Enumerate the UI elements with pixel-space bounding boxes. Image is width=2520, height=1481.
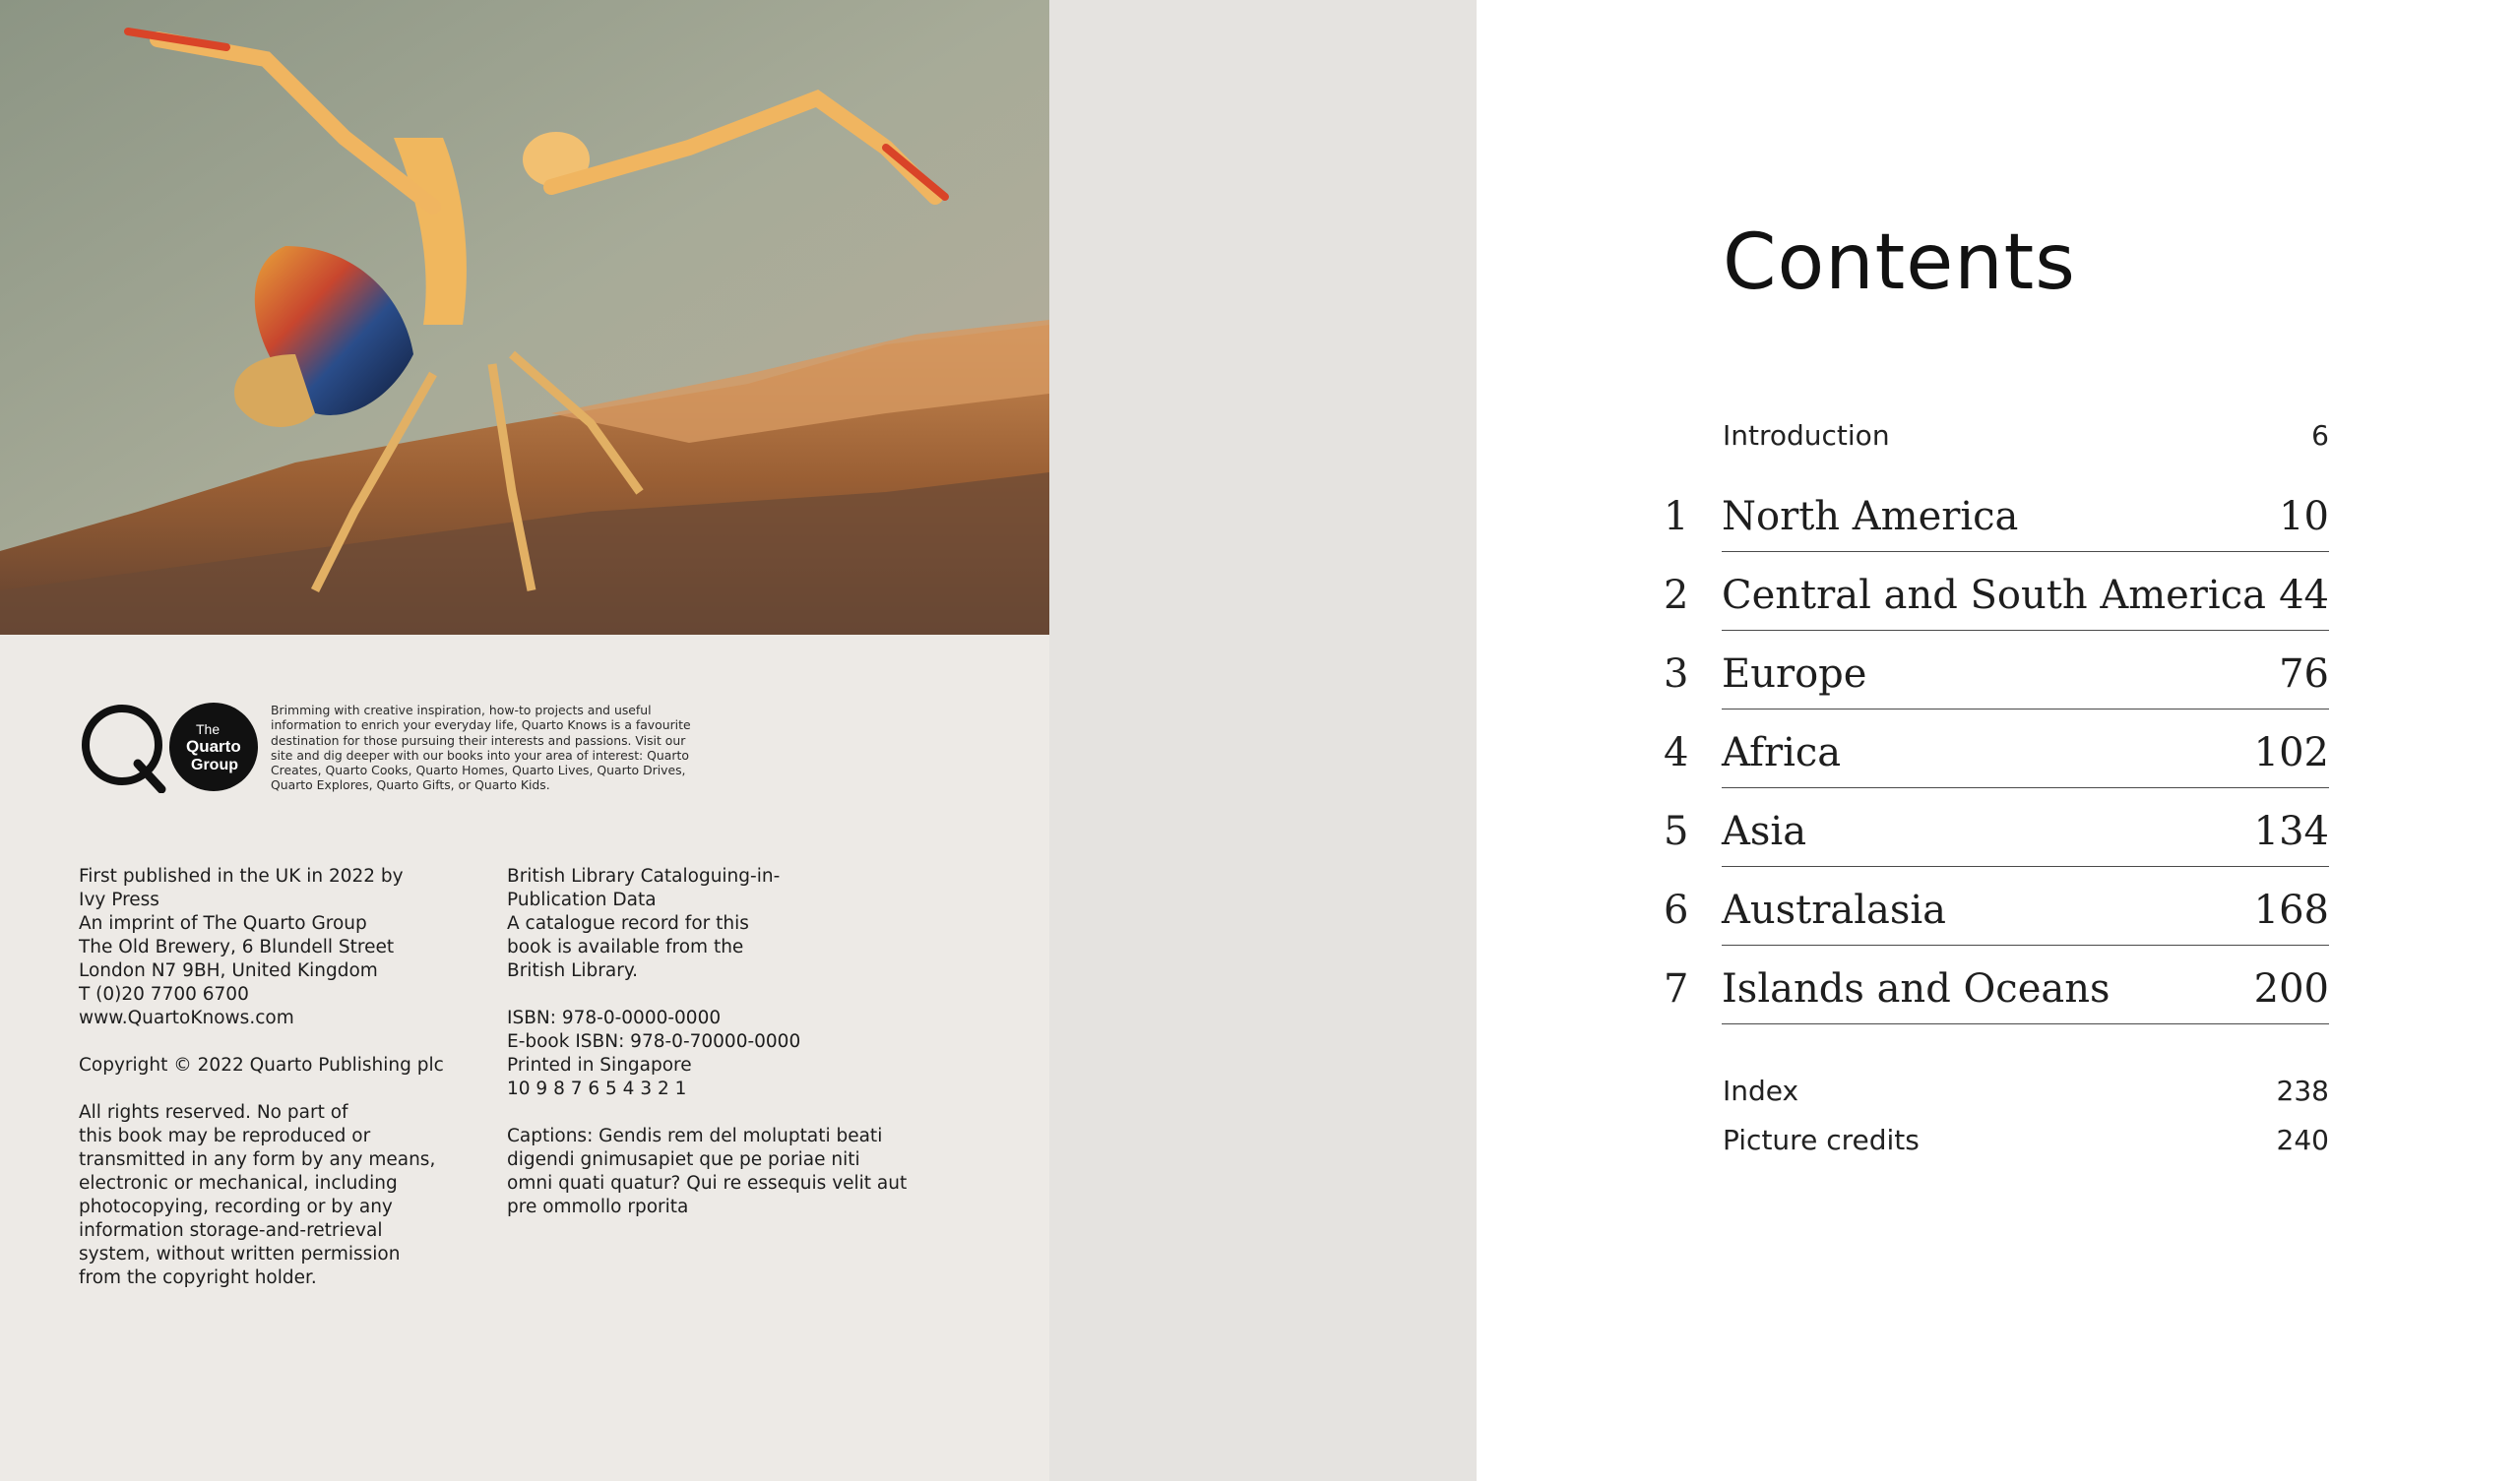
- toc-chapter[interactable]: [1664, 494, 2329, 555]
- toc-chapter-page: 168: [2253, 888, 2329, 933]
- isbn-info: ISBN: 978-0-0000-0000 E-book ISBN: 978-0-70000-0000 Printed in Singapore 10 9 8 7 6 5 4 3 2 1: [507, 1008, 801, 1099]
- toc-chapter-page: 200: [2253, 966, 2329, 1012]
- toc-chapter-rule: [1722, 494, 2329, 552]
- toc-intro-label: Introduction: [1723, 419, 1890, 452]
- toc-chapter-title: Asia: [1722, 809, 1807, 854]
- toc-chapter-number: 2: [1664, 573, 1689, 618]
- toc-chapter-number: 4: [1664, 730, 1689, 775]
- toc-chapter[interactable]: [1664, 651, 2329, 712]
- toc-chapter-page: 76: [2279, 651, 2329, 697]
- toc-credits[interactable]: [1723, 1124, 2329, 1156]
- left-page: [0, 0, 1049, 1481]
- quarto-group-logo: [81, 701, 260, 793]
- contents-title: Contents: [1723, 218, 2076, 307]
- toc-chapter-title: Europe: [1722, 651, 1867, 697]
- toc-chapter-title: North America: [1722, 494, 2019, 539]
- toc-intro[interactable]: [1723, 419, 2329, 452]
- rights-notice: All rights reserved. No part of this book may be reproduced or transmitted in any form by any means, electronic or mechanical, including photocopying, recording or by any information storage-and-retrieval system, without written permission from the copyright holder.: [79, 1102, 436, 1288]
- toc-chapter-rule: [1722, 730, 2329, 788]
- toc-chapter-title: Islands and Oceans: [1722, 966, 2110, 1012]
- logo-brand-line-2: Quarto: [186, 737, 241, 756]
- toc-chapter-rule: [1722, 809, 2329, 867]
- logo-blurb: Brimming with creative inspiration, how-to projects and useful information to enrich your everyday life, Quarto Knows is a favourite destination for those pursuing their interests and passions. Visit our site and dig deeper with our books into your area of interest: Quarto Creates, Quarto Cooks, Quarto Homes, Quarto Lives, Quarto Drives, Quarto Explores, Quarto Gifts, or Quarto Kids.: [271, 703, 691, 793]
- toc-index[interactable]: [1723, 1075, 2329, 1107]
- toc-chapter[interactable]: [1664, 966, 2329, 1027]
- logo-brand-line-1: The: [196, 721, 220, 737]
- toc-chapter-page: 10: [2279, 494, 2329, 539]
- toc-chapter-page: 102: [2253, 730, 2329, 775]
- toc-chapter-title: Central and South America: [1722, 573, 2266, 618]
- imprint-left: [79, 865, 482, 1314]
- toc-index-label: Index: [1723, 1075, 1799, 1107]
- toc-chapter-page: 44: [2279, 573, 2329, 618]
- toc-chapter[interactable]: [1664, 730, 2329, 791]
- publisher-info: First published in the UK in 2022 by Ivy Press An imprint of The Quarto Group The Old Brewery, 6 Blundell Street London N7 9BH, United Kingdom T (0)20 7700 6700 www.QuartoKnows.com: [79, 866, 404, 1028]
- toc-chapter-number: 5: [1664, 809, 1689, 854]
- toc-index-page: 238: [2276, 1075, 2329, 1107]
- toc-chapter-rule: [1722, 573, 2329, 631]
- toc-chapter-rule: [1722, 888, 2329, 946]
- page-gutter: [1049, 0, 1477, 1481]
- toc-chapter-number: 1: [1664, 494, 1689, 539]
- toc-chapter-title: Australasia: [1722, 888, 1947, 933]
- cip-notice: British Library Cataloguing-in- Publication Data A catalogue record for this book is available from the British Library.: [507, 866, 781, 981]
- toc-chapter-title: Africa: [1722, 730, 1842, 775]
- captions-text: Captions: Gendis rem del moluptati beati digendi gnimusapiet que pe poriae niti omni quati quatur? Qui re essequis velit aut pre ommollo rporita: [507, 1126, 908, 1217]
- toc-chapter-rule: [1722, 651, 2329, 710]
- toc-intro-page: 6: [2311, 419, 2329, 452]
- toc-chapter-number: 3: [1664, 651, 1689, 697]
- imprint-right: [507, 865, 940, 1243]
- mantis-photo: [0, 0, 1049, 635]
- toc-chapter[interactable]: [1664, 573, 2329, 634]
- logo-brand-line-3: Group: [191, 757, 238, 773]
- toc-credits-page: 240: [2276, 1124, 2329, 1156]
- toc-chapter-rule: [1722, 966, 2329, 1024]
- toc-chapter[interactable]: [1664, 809, 2329, 870]
- copyright-line: Copyright © 2022 Quarto Publishing plc: [79, 1055, 444, 1076]
- toc-chapter-page: 134: [2253, 809, 2329, 854]
- toc-chapter-number: 6: [1664, 888, 1689, 933]
- toc-chapter-number: 7: [1664, 966, 1689, 1012]
- toc-chapter[interactable]: [1664, 888, 2329, 949]
- toc-credits-label: Picture credits: [1723, 1124, 1920, 1156]
